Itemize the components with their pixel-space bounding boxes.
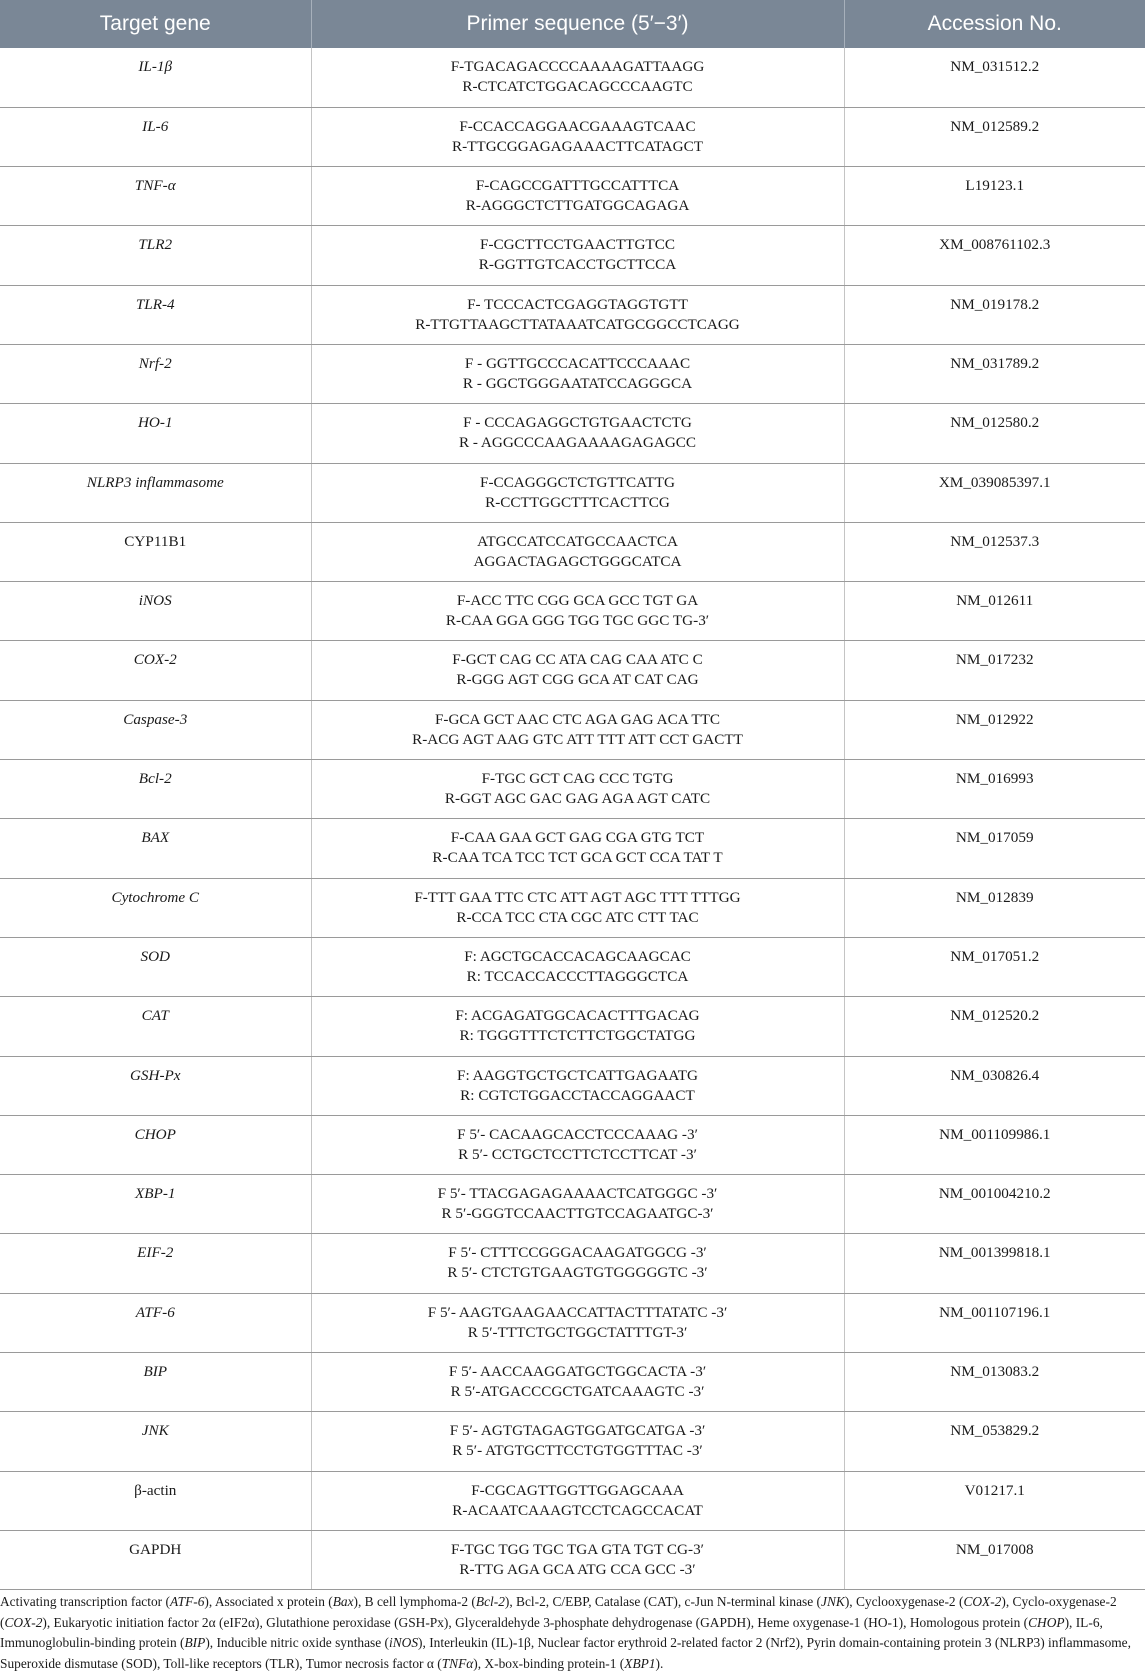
- footnote-text: Activating transcription factor (: [0, 1594, 170, 1609]
- target-gene-cell: IL-1β: [0, 48, 311, 107]
- target-gene-cell: XBP-1: [0, 1175, 311, 1234]
- table-row: [0, 760, 1145, 819]
- table-row: [0, 48, 1145, 107]
- accession-cell: L19123.1: [844, 167, 1145, 226]
- target-gene-cell: BIP: [0, 1353, 311, 1412]
- footnote-text: ), X-box-binding protein-1 (: [473, 1655, 625, 1671]
- forward-primer: ATGCCATCCATGCCAACTCA: [477, 532, 678, 550]
- table-row: [0, 522, 1145, 581]
- target-gene-cell: ATF-6: [0, 1293, 311, 1352]
- forward-primer: F: AAGGTGCTGCTCATTGAGAATG: [457, 1066, 698, 1084]
- primer-sequence-cell: [311, 1412, 844, 1471]
- table-row: [0, 167, 1145, 226]
- target-gene-cell: JNK: [0, 1412, 311, 1471]
- table-row: [0, 641, 1145, 700]
- forward-primer: F-CAA GAA GCT GAG CGA GTG TCT: [450, 829, 705, 847]
- forward-primer: F-GCA GCT AAC CTC AGA GAG ACA TTC: [434, 710, 721, 728]
- footnote-italic-term: Bax: [332, 1594, 354, 1609]
- footnote-italic-term: BIP: [184, 1635, 206, 1650]
- primer-sequence-cell: [311, 1471, 844, 1530]
- reverse-primer: R-CCA TCC CTA CGC ATC CTT TAC: [456, 908, 699, 926]
- reverse-primer: R-GGG AGT CGG GCA AT CAT CAG: [456, 671, 699, 689]
- primer-sequence-cell: [311, 1115, 844, 1174]
- forward-primer: F-CCAGGGCTCTGTTCATTG: [480, 473, 675, 491]
- table-row: [0, 878, 1145, 937]
- accession-cell: NM_012922: [844, 700, 1145, 759]
- header-accession-no: Accession No.: [844, 0, 1145, 48]
- reverse-primer: R-GGT AGC GAC GAG AGA AGT CATC: [444, 790, 711, 808]
- accession-cell: NM_012520.2: [844, 997, 1145, 1056]
- footnote-text: ), Interleukin (IL)-1β, Nuclear factor erythroid 2-related factor 2 (Nrf2), Pyrin domain-containing protein 3 (NLRP3) inflammasome, Superoxide dismutase (SOD), Toll-like receptors (TLR), Tumor necrosis factor α (: [0, 1635, 1131, 1671]
- primer-sequence-cell: [311, 285, 844, 344]
- primer-sequence-cell: [311, 226, 844, 285]
- forward-primer: F-CAGCCGATTTGCCATTTCA: [475, 177, 680, 195]
- table-row: [0, 285, 1145, 344]
- forward-primer: F 5′- TTACGAGAGAAAACTCATGGGC -3′: [437, 1185, 718, 1203]
- reverse-primer: R-ACG AGT AAG GTC ATT TTT ATT CCT GACTT: [412, 730, 743, 748]
- target-gene-cell: CAT: [0, 997, 311, 1056]
- footnote-italic-term: XBP1: [624, 1655, 656, 1671]
- table-row: [0, 463, 1145, 522]
- table-row: [0, 819, 1145, 878]
- reverse-primer: R-AGGGCTCTTGATGGCAGAGA: [465, 197, 690, 215]
- primer-sequence-cell: [311, 1293, 844, 1352]
- forward-primer: F 5′- CACAAGCACCTCCCAAAG -3′: [457, 1125, 698, 1143]
- forward-primer: F - GGTTGCCCACATTCCCAAAC: [464, 354, 691, 372]
- footnote-text: ), Cyclooxygenase-2 (: [844, 1594, 964, 1609]
- accession-cell: NM_017059: [844, 819, 1145, 878]
- accession-cell: NM_031512.2: [844, 48, 1145, 107]
- table-row: [0, 700, 1145, 759]
- table-row: [0, 1115, 1145, 1174]
- footnote-text: ), Cyclo-oxygenase-2 (: [0, 1594, 1117, 1630]
- footnote-text: ), Bcl-2, C/EBP, Catalase (CAT), c-Jun N-terminal kinase (: [504, 1594, 821, 1609]
- forward-primer: F 5′- AAGTGAAGAACCATTACTTTATATC -3′: [427, 1303, 728, 1321]
- primer-sequence-cell: [311, 1353, 844, 1412]
- reverse-primer: R-TTGTTAAGCTTATAAATCATGCGGCCTCAGG: [415, 315, 740, 333]
- header-primer-sequence: Primer sequence (5′−3′): [311, 0, 844, 48]
- footnote-italic-term: COX-2: [4, 1614, 43, 1630]
- table-row: [0, 582, 1145, 641]
- target-gene-cell: COX-2: [0, 641, 311, 700]
- accession-cell: NM_031789.2: [844, 344, 1145, 403]
- accession-cell: NM_012580.2: [844, 404, 1145, 463]
- footnote-italic-term: JNK: [821, 1594, 845, 1609]
- accession-cell: NM_013083.2: [844, 1353, 1145, 1412]
- accession-cell: NM_001399818.1: [844, 1234, 1145, 1293]
- forward-primer: F-CCACCAGGAACGAAAGTCAAC: [459, 117, 696, 135]
- reverse-primer: R: TGGGTTTCTCTTCTGGCTATGG: [459, 1027, 696, 1045]
- target-gene-cell: CYP11B1: [0, 522, 311, 581]
- target-gene-cell: EIF-2: [0, 1234, 311, 1293]
- target-gene-cell: IL-6: [0, 107, 311, 166]
- table-row: [0, 107, 1145, 166]
- forward-primer: F-TGC TGG TGC TGA GTA TGT CG-3′: [450, 1540, 704, 1558]
- table-footnote: [0, 1592, 1145, 1674]
- accession-cell: NM_012589.2: [844, 107, 1145, 166]
- forward-primer: F 5′- CTTTCCGGGACAAGATGGCG -3′: [448, 1244, 707, 1262]
- reverse-primer: R-CAA GGA GGG TGG TGC GGC TG-3′: [445, 612, 710, 630]
- reverse-primer: R 5′-TTTCTGCTGGCTATTTGT-3′: [467, 1323, 688, 1341]
- table-row: [0, 1353, 1145, 1412]
- primer-sequence-cell: [311, 1234, 844, 1293]
- target-gene-cell: NLRP3 inflammasome: [0, 463, 311, 522]
- reverse-primer: R 5′- CTCTGTGAAGTGTGGGGGTC -3′: [447, 1264, 708, 1282]
- footnote-italic-term: COX-2: [963, 1594, 1002, 1609]
- forward-primer: F - CCCAGAGGCTGTGAACTCTG: [463, 414, 692, 432]
- accession-cell: NM_012537.3: [844, 522, 1145, 581]
- accession-cell: NM_019178.2: [844, 285, 1145, 344]
- footnote-text: ), B cell lymphoma-2 (: [353, 1594, 476, 1609]
- footnote-italic-term: TNFα: [441, 1655, 474, 1671]
- primer-sequence-cell: [311, 819, 844, 878]
- table-row: [0, 404, 1145, 463]
- primer-sequence-cell: [311, 582, 844, 641]
- primer-sequence-cell: [311, 1056, 844, 1115]
- table-row: [0, 1175, 1145, 1234]
- accession-cell: NM_012839: [844, 878, 1145, 937]
- target-gene-cell: GAPDH: [0, 1530, 311, 1589]
- accession-cell: NM_030826.4: [844, 1056, 1145, 1115]
- primer-sequence-cell: [311, 878, 844, 937]
- forward-primer: F: AGCTGCACCACAGCAAGCAC: [464, 947, 691, 965]
- footnote-italic-term: Bcl-2: [475, 1594, 505, 1609]
- reverse-primer: R 5′-ATGACCCGCTGATCAAAGTC -3′: [450, 1383, 705, 1401]
- table-row: [0, 226, 1145, 285]
- reverse-primer: R: CGTCTGGACCTACCAGGAACT: [460, 1086, 695, 1104]
- forward-primer: F-ACC TTC CGG GCA GCC TGT GA: [456, 592, 699, 610]
- reverse-primer: R 5′- ATGTGCTTCCTGTGGTTTAC -3′: [452, 1442, 703, 1460]
- target-gene-cell: CHOP: [0, 1115, 311, 1174]
- accession-cell: NM_001004210.2: [844, 1175, 1145, 1234]
- table-row: [0, 1412, 1145, 1471]
- target-gene-cell: HO-1: [0, 404, 311, 463]
- primer-sequence-cell: [311, 641, 844, 700]
- accession-cell: XM_039085397.1: [844, 463, 1145, 522]
- footnote-text: ).: [655, 1655, 664, 1671]
- accession-cell: NM_001107196.1: [844, 1293, 1145, 1352]
- accession-cell: NM_017232: [844, 641, 1145, 700]
- primer-sequence-cell: [311, 48, 844, 107]
- primer-sequence-cell: [311, 1175, 844, 1234]
- header-target-gene: Target gene: [0, 0, 311, 48]
- reverse-primer: R - AGGCCCAAGAAAAGAGAGCC: [458, 434, 697, 452]
- reverse-primer: R-CAA TCA TCC TCT GCA GCT CCA TAT T: [432, 849, 723, 867]
- forward-primer: F 5′- AACCAAGGATGCTGGCACTA -3′: [448, 1363, 707, 1381]
- footnote-text: ), Associated x protein (: [204, 1594, 333, 1609]
- table-row: [0, 1293, 1145, 1352]
- footnote-text: ), IL-6, Immunoglobulin-binding protein (: [0, 1614, 1103, 1650]
- footnote-italic-term: CHOP: [1028, 1614, 1065, 1630]
- reverse-primer: R-CCTTGGCTTTCACTTCG: [485, 493, 670, 511]
- footnote-text: ), Inducible nitric oxide synthase (: [205, 1635, 390, 1650]
- reverse-primer: R-ACAATCAAAGTCCTCAGCCACAT: [452, 1501, 703, 1519]
- target-gene-cell: BAX: [0, 819, 311, 878]
- reverse-primer: R: TCCACCACCCTTAGGGCTCA: [466, 967, 689, 985]
- primer-sequence-cell: [311, 167, 844, 226]
- table-row: [0, 997, 1145, 1056]
- forward-primer: F-TGC GCT CAG CCC TGTG: [481, 770, 674, 788]
- forward-primer: F 5′- AGTGTAGAGTGGATGCATGA -3′: [449, 1422, 706, 1440]
- footnote-text: ), Eukaryotic initiation factor 2α (eIF2α), Glutathione peroxidase (GSH-Px), Glyceraldehyde 3-phosphate dehydrogenase (GAPDH), Heme oxygenase-1 (HO-1), Homologous protein (: [42, 1614, 1029, 1630]
- table-row: [0, 1530, 1145, 1589]
- accession-cell: XM_008761102.3: [844, 226, 1145, 285]
- primer-sequence-cell: [311, 1530, 844, 1589]
- target-gene-cell: GSH-Px: [0, 1056, 311, 1115]
- table-row: [0, 1234, 1145, 1293]
- reverse-primer: R-GGTTGTCACCTGCTTCCA: [478, 256, 677, 274]
- forward-primer: F-TTT GAA TTC CTC ATT AGT AGC TTT TTTGG: [414, 888, 741, 906]
- accession-cell: NM_016993: [844, 760, 1145, 819]
- primer-sequence-cell: [311, 760, 844, 819]
- primer-sequence-cell: [311, 463, 844, 522]
- forward-primer: F-CGCTTCCTGAACTTGTCC: [480, 236, 675, 254]
- table-row: [0, 1056, 1145, 1115]
- table-row: [0, 344, 1145, 403]
- accession-cell: NM_053829.2: [844, 1412, 1145, 1471]
- target-gene-cell: iNOS: [0, 582, 311, 641]
- accession-cell: NM_017051.2: [844, 937, 1145, 996]
- reverse-primer: R - GGCTGGGAATATCCAGGGCA: [462, 374, 693, 392]
- forward-primer: F- TCCCACTCGAGGTAGGTGTT: [467, 295, 688, 313]
- target-gene-cell: β-actin: [0, 1471, 311, 1530]
- table-row: [0, 937, 1145, 996]
- target-gene-cell: Caspase-3: [0, 700, 311, 759]
- accession-cell: NM_017008: [844, 1530, 1145, 1589]
- target-gene-cell: TLR-4: [0, 285, 311, 344]
- reverse-primer: R-TTG AGA GCA ATG CCA GCC -3′: [459, 1560, 696, 1578]
- primer-sequence-cell: [311, 937, 844, 996]
- accession-cell: NM_001109986.1: [844, 1115, 1145, 1174]
- accession-cell: NM_012611: [844, 582, 1145, 641]
- header-row: [0, 0, 1145, 48]
- target-gene-cell: TNF-α: [0, 167, 311, 226]
- footnote-italic-term: ATF-6: [169, 1594, 205, 1609]
- forward-primer: F-GCT CAG CC ATA CAG CAA ATC C: [452, 651, 703, 669]
- forward-primer: F: ACGAGATGGCACACTTTGACAG: [455, 1007, 700, 1025]
- accession-cell: V01217.1: [844, 1471, 1145, 1530]
- target-gene-cell: Nrf-2: [0, 344, 311, 403]
- forward-primer: F-TGACAGACCCCAAAAGATTAAGG: [450, 58, 705, 75]
- target-gene-cell: SOD: [0, 937, 311, 996]
- target-gene-cell: Cytochrome C: [0, 878, 311, 937]
- reverse-primer: R-TTGCGGAGAGAAACTTCATAGCT: [451, 137, 704, 155]
- primer-sequence-cell: [311, 522, 844, 581]
- primer-sequence-cell: [311, 700, 844, 759]
- reverse-primer: R 5′- CCTGCTCCTTCTCCTTCAT -3′: [458, 1145, 697, 1163]
- primer-sequence-cell: [311, 107, 844, 166]
- target-gene-cell: TLR2: [0, 226, 311, 285]
- primer-sequence-cell: [311, 344, 844, 403]
- footnote-italic-term: iNOS: [389, 1635, 419, 1650]
- primer-sequence-cell: [311, 997, 844, 1056]
- reverse-primer: R 5′-GGGTCCAACTTGTCCAGAATGC-3′: [441, 1205, 714, 1223]
- forward-primer: F-CGCAGTTGGTTGGAGCAAA: [471, 1481, 684, 1499]
- table-body: [0, 48, 1145, 1590]
- reverse-primer: R-CTCATCTGGACAGCCCAAGTC: [462, 78, 693, 95]
- table-row: [0, 1471, 1145, 1530]
- reverse-primer: AGGACTAGAGCTGGGCATCA: [473, 552, 682, 570]
- primer-sequence-cell: [311, 404, 844, 463]
- target-gene-cell: Bcl-2: [0, 760, 311, 819]
